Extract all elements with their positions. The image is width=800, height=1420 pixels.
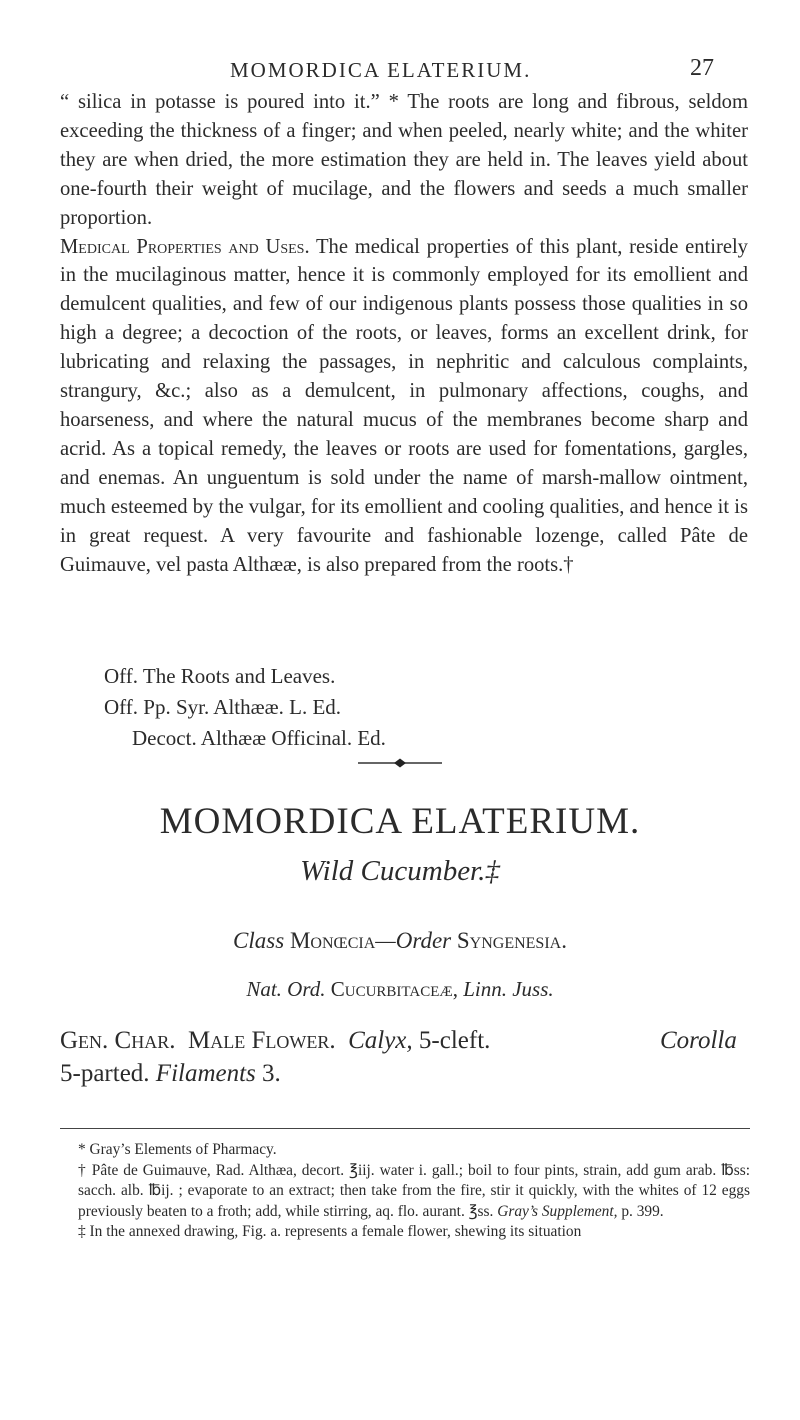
footnotes xyxy=(60,1140,750,1243)
officinal-line-1: Off. The Roots and Leaves. xyxy=(104,664,336,688)
order-label: —Order xyxy=(375,928,452,953)
officinal-list xyxy=(104,661,386,754)
paragraph-roots: “ silica in potasse is poured into it.” * The roots are long and fibrous, seldom exceeding the thickness of a finger; and when peeled, nearly white; and the whiter they are when dried, the more estimation they are held in. The leaves yield about one-fourth their weight of mucilage, and the flowers and seeds a much smaller proportion. xyxy=(60,91,748,229)
page-number: 27 xyxy=(690,55,714,81)
section-title: MOMORDICA ELATERIUM. xyxy=(159,801,641,842)
running-title: MOMORDICA ELATERIUM. xyxy=(230,58,532,82)
footnote-2-reference: Gray’s Supplement, xyxy=(497,1202,618,1220)
medical-properties-heading: Medical Properties and Uses. xyxy=(60,235,310,258)
calyx-label: Calyx, xyxy=(348,1027,413,1054)
corolla-label: Corolla xyxy=(660,1027,737,1054)
footnote-2-text: † Pâte de Guimauve, Rad. Althæa, decort. ℥iij. water i. gall.; boil to four pints, strain, add gum arab. ℔ss: sacch. alb. ℔ij. ; evaporate to an extract; then take from the fire, stir it quickly, with the whites of 12 eggs previously beaten to a froth; add, while stirring, aq. flo. aurant. ℥ss. xyxy=(78,1161,750,1220)
common-name: Wild Cucumber.‡ xyxy=(300,855,500,887)
running-head xyxy=(0,55,800,88)
filaments-number: 3. xyxy=(262,1060,281,1087)
medical-properties-text: The medical properties of this plant, reside entirely in the mucilaginous matter, hence it is commonly employed for its emollient and demulcent qualities, and few of our indigenous plants possess those qualities in so high a degree; a decoction of the roots, or leaves, forms an excellent drink, for lubricating and relaxing the passages, in nephritic and calculous complaints, strangury, &c.; also as a demulcent, in pulmonary affections, coughs, and hoarseness, and where the natural mucus of the membranes become sharp and acrid. As a topical remedy, the leaves or roots are used for fomentations, gargles, and enemas. An unguentum is sold under the name of marsh-mallow ointment, much esteemed by the vulgar, for its emollient and cooling qualities, and hence it is in great request. A very favourite and fashionable lozenge, called Pâte de Guimauve, vel pasta Althææ, is also prepared from the roots.† xyxy=(60,235,748,576)
footnote-rule xyxy=(60,1128,750,1129)
natural-order-label: Nat. Ord. xyxy=(246,977,326,1001)
footnote-3: ‡ In the annexed drawing, Fig. a. represents a female flower, shewing its situation xyxy=(78,1223,582,1240)
order-value: Syngenesia. xyxy=(456,928,567,953)
gen-char-label: Gen. Char. xyxy=(60,1027,176,1054)
generic-character xyxy=(60,1024,760,1090)
class-label: Class xyxy=(233,928,285,953)
class-value: Monœcia xyxy=(289,928,376,953)
natural-order-authors: Linn. Juss. xyxy=(463,977,554,1001)
filaments-label: Filaments xyxy=(155,1060,256,1087)
generic-character-row-2 xyxy=(60,1057,760,1090)
officinal-line-2: Off. Pp. Syr. Althææ. L. Ed. xyxy=(104,695,342,719)
body-text xyxy=(60,88,748,579)
natural-order-line xyxy=(0,977,800,1002)
paragraph-medical-properties xyxy=(60,233,748,580)
section-divider-ornament xyxy=(358,758,442,768)
footnote-2 xyxy=(60,1161,750,1223)
classification-line xyxy=(0,928,800,954)
officinal-line-3: Decoct. Althææ Officinal. Ed. xyxy=(132,726,386,750)
generic-character-row-1 xyxy=(60,1024,760,1057)
natural-order-value: Cucurbitaceæ, xyxy=(330,977,458,1001)
corolla-description: 5-parted. xyxy=(60,1060,150,1087)
calyx-description: 5-cleft. xyxy=(418,1027,491,1054)
footnote-2-page: p. 399. xyxy=(617,1202,664,1220)
male-flower-label: Male Flower. xyxy=(187,1027,336,1054)
footnote-1: * Gray’s Elements of Pharmacy. xyxy=(78,1141,277,1158)
